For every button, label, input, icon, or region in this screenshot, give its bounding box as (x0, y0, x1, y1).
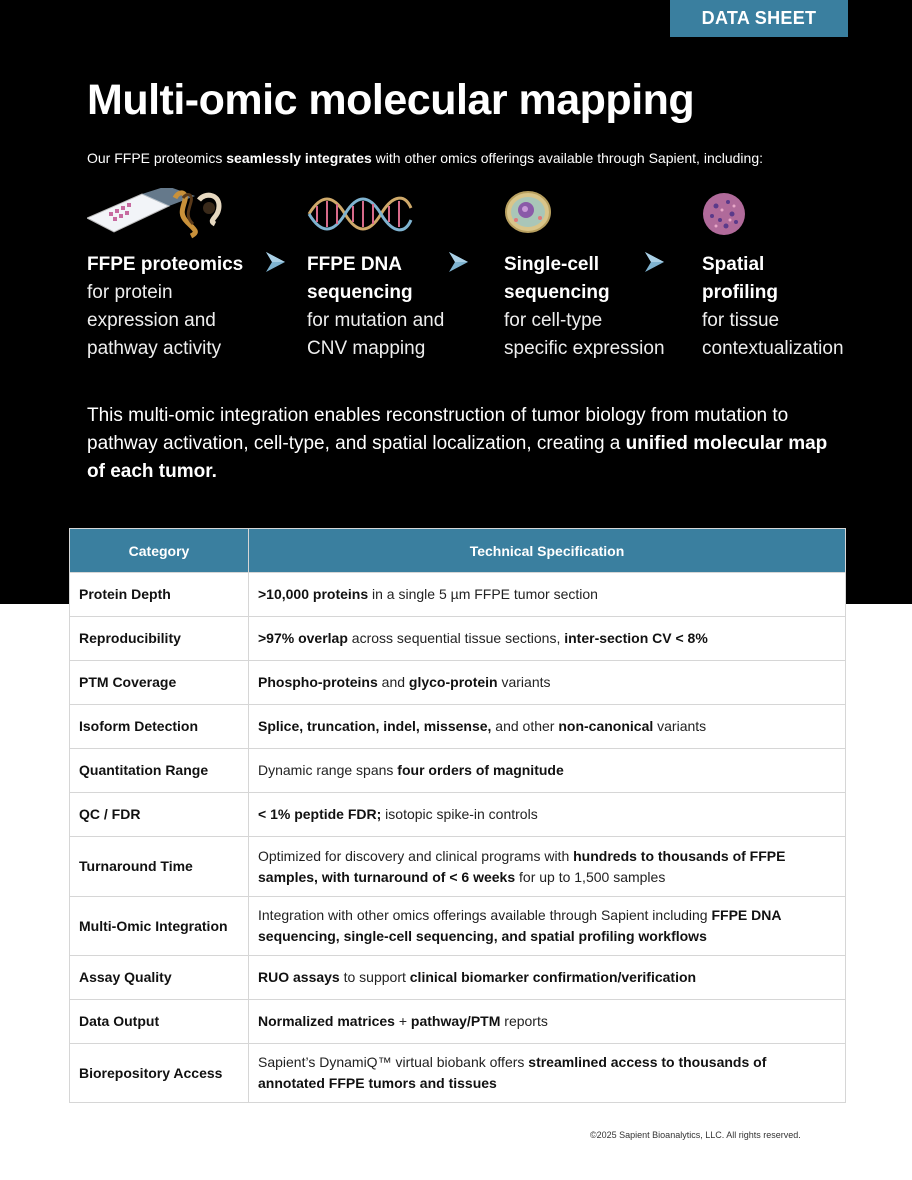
step-desc-line: for mutation and (307, 310, 445, 331)
table-row (70, 1000, 846, 1044)
row-category: Quantitation Range (70, 749, 249, 793)
spec-text: + (394, 1013, 411, 1029)
spec-table (69, 528, 846, 1103)
row-spec (249, 1044, 846, 1103)
intro-text (87, 150, 763, 166)
step-head-line: sequencing (504, 282, 610, 303)
spec-bold: >10,000 proteins (258, 586, 369, 602)
table-row (70, 1044, 846, 1103)
table-row (70, 617, 846, 661)
table-header-row (70, 529, 846, 573)
row-category: Multi-Omic Integration (70, 897, 249, 956)
intro-post: with other omics offerings available through Sapient, including: (371, 150, 763, 166)
step-desc (307, 307, 444, 363)
spec-text: for up to 1,500 samples (515, 868, 666, 885)
spec-bold: >97% overlap (258, 630, 348, 646)
step-head (702, 251, 844, 307)
step-desc-line: contextualization (702, 338, 844, 359)
summary-bold: unified molecular map of each tumor. (87, 433, 828, 482)
spec-bold: pathway/PTM (410, 1013, 501, 1029)
row-spec (249, 1000, 846, 1044)
spec-text: Integration with other omics offerings available through Sapient including (258, 907, 712, 923)
step-head-line: FFPE proteomics (87, 254, 244, 275)
spec-text: variants (497, 674, 551, 690)
dna-helix-icon (307, 188, 444, 240)
data-sheet-badge: DATA SHEET (670, 0, 848, 37)
row-spec (249, 956, 846, 1000)
chevron-right-icon (642, 250, 666, 274)
table-row (70, 661, 846, 705)
table-row (70, 956, 846, 1000)
summary-body: This multi-omic integration enables reconstruction of tumor biology from mutation to pathway activation, cell-type, and spatial localization, creating a (87, 405, 789, 454)
spec-text: Dynamic range spans (258, 762, 398, 778)
spec-text: and other (491, 718, 559, 734)
spec-bold: < 1% peptide FDR; (258, 806, 382, 822)
spec-bold: Normalized matrices (258, 1013, 395, 1029)
spec-text: Sapient’s DynamiQ™ virtual biobank offers (258, 1054, 529, 1070)
step-head (504, 251, 665, 307)
summary-text (87, 402, 847, 486)
spec-text: and (377, 674, 409, 690)
column-header-category: Category (70, 529, 249, 573)
spec-bold: glyco-protein (408, 674, 498, 690)
spec-bold: RUO assays (258, 969, 340, 985)
intro-bold: seamlessly integrates (226, 150, 372, 166)
row-category: Protein Depth (70, 573, 249, 617)
row-category: Reproducibility (70, 617, 249, 661)
spec-text: isotopic spike-in controls (381, 806, 538, 822)
step-proteomics (87, 188, 243, 363)
row-spec (249, 617, 846, 661)
step-desc-line: for protein (87, 282, 173, 303)
step-head-line: Single-cell (504, 254, 600, 275)
row-category: PTM Coverage (70, 661, 249, 705)
copyright-footer: ©2025 Sapient Bioanalytics, LLC. All rights reserved. (590, 1130, 801, 1140)
step-head-line: profiling (702, 282, 778, 303)
table-row (70, 749, 846, 793)
chevron-right-icon (446, 250, 470, 274)
cell-icon (504, 188, 665, 240)
step-desc (87, 279, 243, 363)
row-category: QC / FDR (70, 793, 249, 837)
spec-bold: inter-section CV < 8% (564, 630, 708, 646)
step-desc-line: specific expression (504, 338, 665, 359)
table-body (70, 573, 846, 1103)
step-desc-line: pathway activity (87, 338, 222, 359)
step-head-line: sequencing (307, 282, 413, 303)
step-desc (702, 307, 844, 363)
page-title: Multi-omic molecular mapping (87, 76, 695, 124)
step-desc (504, 307, 665, 363)
step-desc-line: CNV mapping (307, 338, 426, 359)
step-head-line: FFPE DNA (307, 254, 402, 275)
column-header-spec: Technical Specification (249, 529, 846, 573)
table-row (70, 897, 846, 956)
table-row (70, 573, 846, 617)
table-row (70, 837, 846, 897)
row-spec (249, 705, 846, 749)
spec-text: to support (339, 969, 410, 985)
row-category: Biorepository Access (70, 1044, 249, 1103)
step-head (87, 251, 243, 279)
row-category: Turnaround Time (70, 837, 249, 897)
row-category: Data Output (70, 1000, 249, 1044)
spec-bold: streamlined access to thousands of annotated FFPE tumors and tissues (258, 1054, 767, 1091)
spec-bold: FFPE DNA sequencing, single-cell sequencing, and spatial profiling workflows (258, 907, 781, 944)
step-spatial-profiling (702, 188, 844, 363)
row-spec (249, 793, 846, 837)
spec-bold: Phospho-proteins (258, 674, 378, 690)
spec-bold: clinical biomarker confirmation/verification (409, 969, 697, 985)
spec-text: in a single 5 µm FFPE tumor section (368, 586, 598, 602)
step-desc-line: expression and (87, 310, 216, 331)
tissue-icon (702, 188, 844, 240)
spec-text: variants (653, 718, 707, 734)
proteomics-slide-icon (87, 188, 243, 240)
spec-text: reports (500, 1013, 548, 1029)
spec-bold: four orders of magnitude (397, 762, 564, 778)
step-desc-line: for cell-type (504, 310, 603, 331)
row-spec (249, 661, 846, 705)
step-single-cell (504, 188, 665, 363)
spec-text: Optimized for discovery and clinical programs with (258, 847, 574, 864)
table-row (70, 705, 846, 749)
spec-bold: hundreds to thousands of FFPE samples, with turnaround of < 6 weeks (258, 847, 786, 885)
row-category: Assay Quality (70, 956, 249, 1000)
intro-pre: Our FFPE proteomics (87, 150, 227, 166)
row-spec (249, 573, 846, 617)
spec-text: across sequential tissue sections, (347, 630, 565, 646)
step-head-line: Spatial (702, 254, 765, 275)
spec-bold: non-canonical (558, 718, 654, 734)
table-row (70, 793, 846, 837)
row-spec (249, 837, 846, 897)
row-spec (249, 897, 846, 956)
step-dna-sequencing (307, 188, 444, 363)
row-spec (249, 749, 846, 793)
step-desc-line: for tissue (702, 310, 780, 331)
spec-bold: Splice, truncation, indel, missense, (258, 718, 492, 734)
row-category: Isoform Detection (70, 705, 249, 749)
chevron-right-icon (263, 250, 287, 274)
step-head (307, 251, 444, 307)
